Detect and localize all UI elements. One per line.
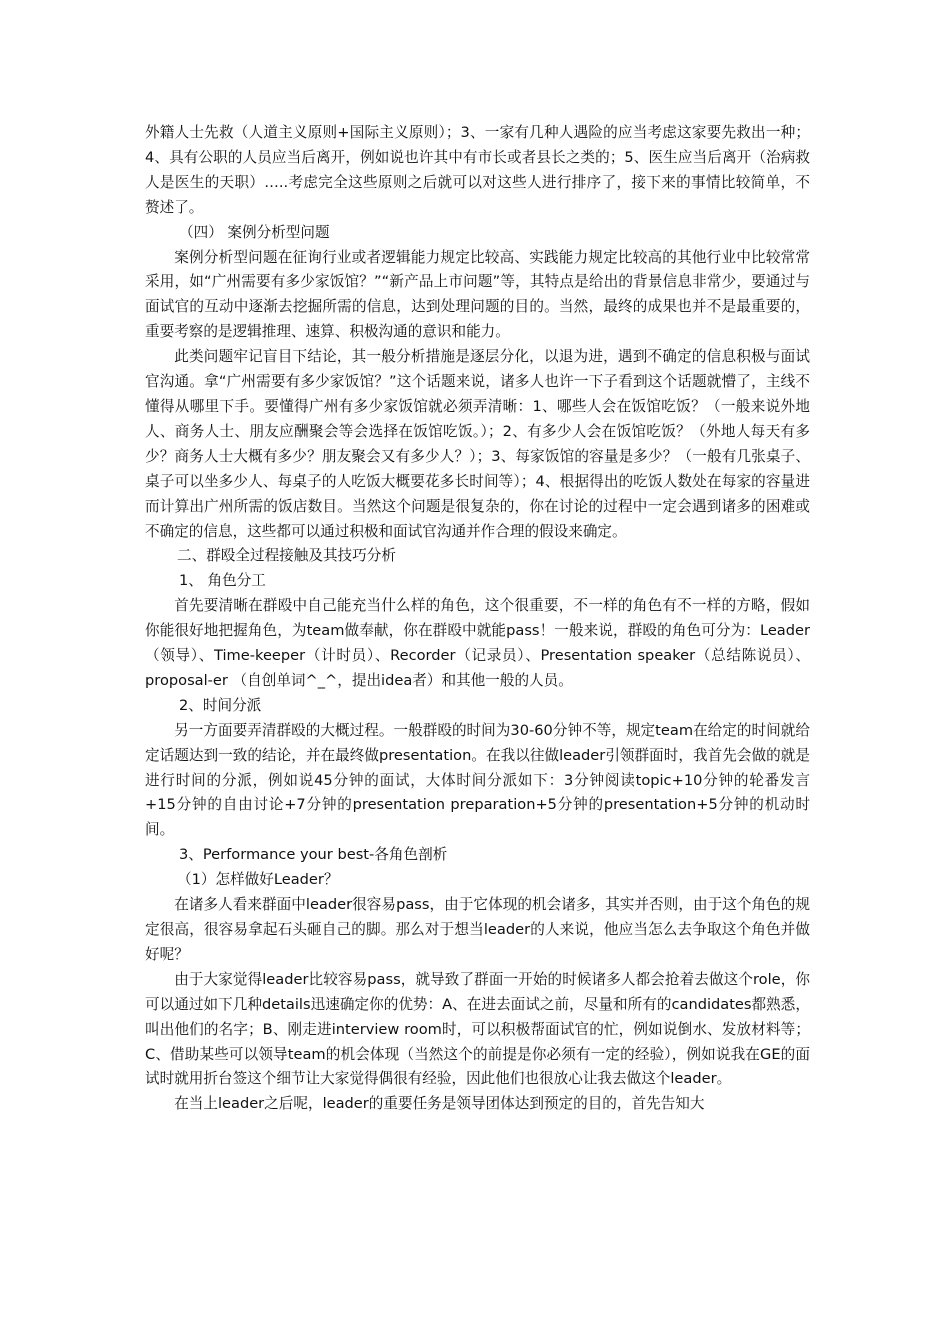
subheading-performance: 3、Performance your best-各角色剖析 [179, 846, 448, 864]
subheading-leader: （1）怎样做好Leader？ [177, 871, 339, 889]
paragraph-roles: 首先要清晰在群殴中自己能充当什么样的角色，这个很重要，不一样的角色有不一样的方略，假如你能很好地把握角色，为team做奉献，你在群殴中就能pass！一般来说，群殴的角色可分为：Leader（领导）、Time-keeper（计时员）、Recorder（记录员）、Presentation speaker（总结陈说员）、proposal-er （自创单词^_^，提出idea者）和其他一般的人员。 [145, 597, 810, 689]
subheading-time-allocation: 2、时间分派 [179, 696, 262, 714]
subheading-role-division: 1、 角色分工 [179, 572, 266, 590]
paragraph-leader-intro: 在诸多人看来群面中leader很容易pass，由于它体现的机会诸多，其实并否则，由于这个角色的规定很高，很容易拿起石头砸自己的脚。那么对于想当leader的人来说，他应当怎么去争取这个角色并做好呢？ [145, 896, 810, 963]
section-heading-case-analysis: （四） 案例分析型问题 [179, 223, 330, 241]
document-page [145, 121, 810, 1117]
paragraph-leader-tasks: 在当上leader之后呢，leader的重要任务是领导团体达到预定的目的，首先告知大 [174, 1095, 705, 1113]
section-heading-group-process: 二、群殴全过程接触及其技巧分析 [177, 547, 396, 565]
paragraph-case-analysis-method: 此类问题牢记盲目下结论，其一般分析措施是逐层分化，以退为进，遇到不确定的信息积极与面试官沟通。拿“广州需要有多少家饭馆？”这个话题来说，诸多人也许一下子看到这个话题就懵了，主线不懂得从哪里下手。要懂得广州有多少家饭馆就必须弄清晰：1、哪些人会在饭馆吃饭？（一般来说外地人、商务人士、朋友应酬聚会等会选择在饭馆吃饭。）；2、有多少人会在饭馆吃饭？（外地人每天有多少？商务人士大概有多少？朋友聚会又有多少人？）；3、每家饭馆的容量是多少？（一般有几张桌子、桌子可以坐多少人、每桌子的人吃饭大概要花多长时间等）；4、根据得出的吃饭人数处在每家的容量进而计算出广州所需的饭店数目。当然这个问题是很复杂的，你在讨论的过程中一定会遇到诸多的困难或不确定的信息，这些都可以通过积极和面试官沟通并作合理的假设来确定。 [145, 348, 810, 540]
paragraph-time-allocation: 另一方面要弄清群殴的大概过程。一般群殴的时间为30-60分钟不等，规定team在给定的时间就给定话题达到一致的结论，并在最终做presentation。在我以往做leader引领群面时，我首先会做的就是进行时间的分派，例如说45分钟的面试，大体时间分派如下：3分钟阅读topic+10分钟的轮番发言+15分钟的自由讨论+7分钟的presentation preparation+5分钟的presentation+5分钟的机动时间。 [145, 721, 810, 839]
paragraph-1: 外籍人士先救（人道主义原则+国际主义原则）；3、一家有几种人遇险的应当考虑这家要先救出一种；4、具有公职的人员应当后离开，例如说也许其中有市长或者县长之类的；5、医生应当后离开（治病救人是医生的天职）…..考虑完全这些原则之后就可以对这些人进行排序了，接下来的事情比较简单，不赘述了。 [145, 124, 810, 216]
paragraph-leader-details: 由于大家觉得leader比较容易pass，就导致了群面一开始的时候诸多人都会抢着去做这个role，你可以通过如下几种details迅速确定你的优势：A、在进去面试之前，尽量和所有的candidates都熟悉，叫出他们的名字；B、刚走进interview room时，可以积极帮面试官的忙，例如说倒水、发放材料等；C、借助某些可以领导team的机会体现（当然这个的前提是你必须有一定的经验），例如说我在GE的面试时就用折台签这个细节让大家觉得偶很有经验，因此他们也很放心让我去做这个leader。 [145, 970, 810, 1088]
paragraph-case-analysis-intro: 案例分析型问题在征询行业或者逻辑能力规定比较高、实践能力规定比较高的其他行业中比较常常采用，如“广州需要有多少家饭馆？”“新产品上市问题”等，其特点是给出的背景信息非常少，要通过与面试官的互动中逐渐去挖掘所需的信息，达到处理问题的目的。当然，最终的成果也并不是最重要的，重要考察的是逻辑推理、速算、积极沟通的意识和能力。 [145, 248, 810, 341]
